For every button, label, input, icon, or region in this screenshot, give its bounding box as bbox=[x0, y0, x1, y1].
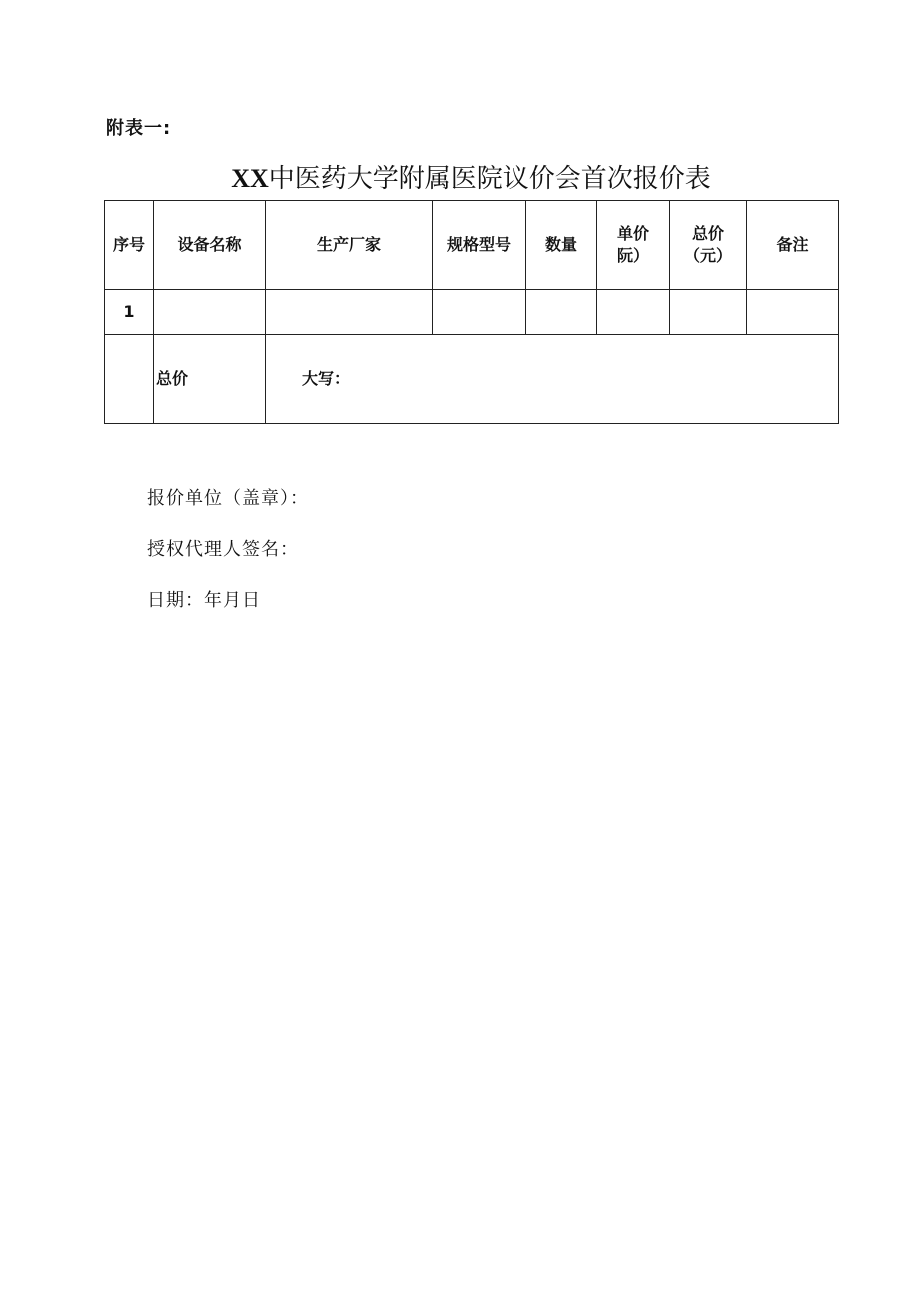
total-row bbox=[105, 335, 839, 424]
header-unit-price-line2: 阮） bbox=[616, 246, 649, 265]
header-unit-price bbox=[597, 201, 670, 290]
total-row-empty-cell bbox=[105, 335, 154, 424]
header-total-price-line1: 总价 bbox=[691, 224, 724, 243]
cell-seq: 1 bbox=[105, 290, 154, 335]
header-total-price bbox=[670, 201, 747, 290]
header-unit-price-line1: 单价 bbox=[616, 224, 649, 243]
cell-equipment-name[interactable] bbox=[154, 290, 266, 335]
cell-unit-price[interactable] bbox=[597, 290, 670, 335]
header-model: 规格型号 bbox=[433, 201, 526, 290]
cell-total-price[interactable] bbox=[670, 290, 747, 335]
header-equipment-name: 设备名称 bbox=[154, 201, 266, 290]
header-seq: 序号 bbox=[105, 201, 154, 290]
quote-table bbox=[104, 200, 839, 424]
header-total-price-line2: （元） bbox=[683, 246, 732, 265]
header-manufacturer: 生产厂家 bbox=[266, 201, 433, 290]
quoting-unit-line: 报价单位（盖章）： bbox=[147, 488, 309, 509]
agent-signature-line: 授权代理人签名： bbox=[147, 539, 299, 560]
date-line: 日期：年月日 bbox=[147, 590, 261, 611]
cell-remarks[interactable] bbox=[747, 290, 839, 335]
table-header-row bbox=[105, 201, 839, 290]
total-label: 总价 bbox=[154, 335, 266, 424]
document-title bbox=[104, 158, 838, 195]
table-row bbox=[105, 290, 839, 335]
title-prefix: XX bbox=[231, 164, 269, 193]
title-main: 中医药大学附属医院议价会首次报价表 bbox=[268, 164, 711, 194]
cell-quantity[interactable] bbox=[526, 290, 597, 335]
cell-manufacturer[interactable] bbox=[266, 290, 433, 335]
capital-amount-cell[interactable]: 大写： bbox=[266, 335, 839, 424]
cell-model[interactable] bbox=[433, 290, 526, 335]
header-remarks: 备注 bbox=[747, 201, 839, 290]
attachment-label: 附表一: bbox=[106, 118, 172, 139]
header-quantity: 数量 bbox=[526, 201, 597, 290]
